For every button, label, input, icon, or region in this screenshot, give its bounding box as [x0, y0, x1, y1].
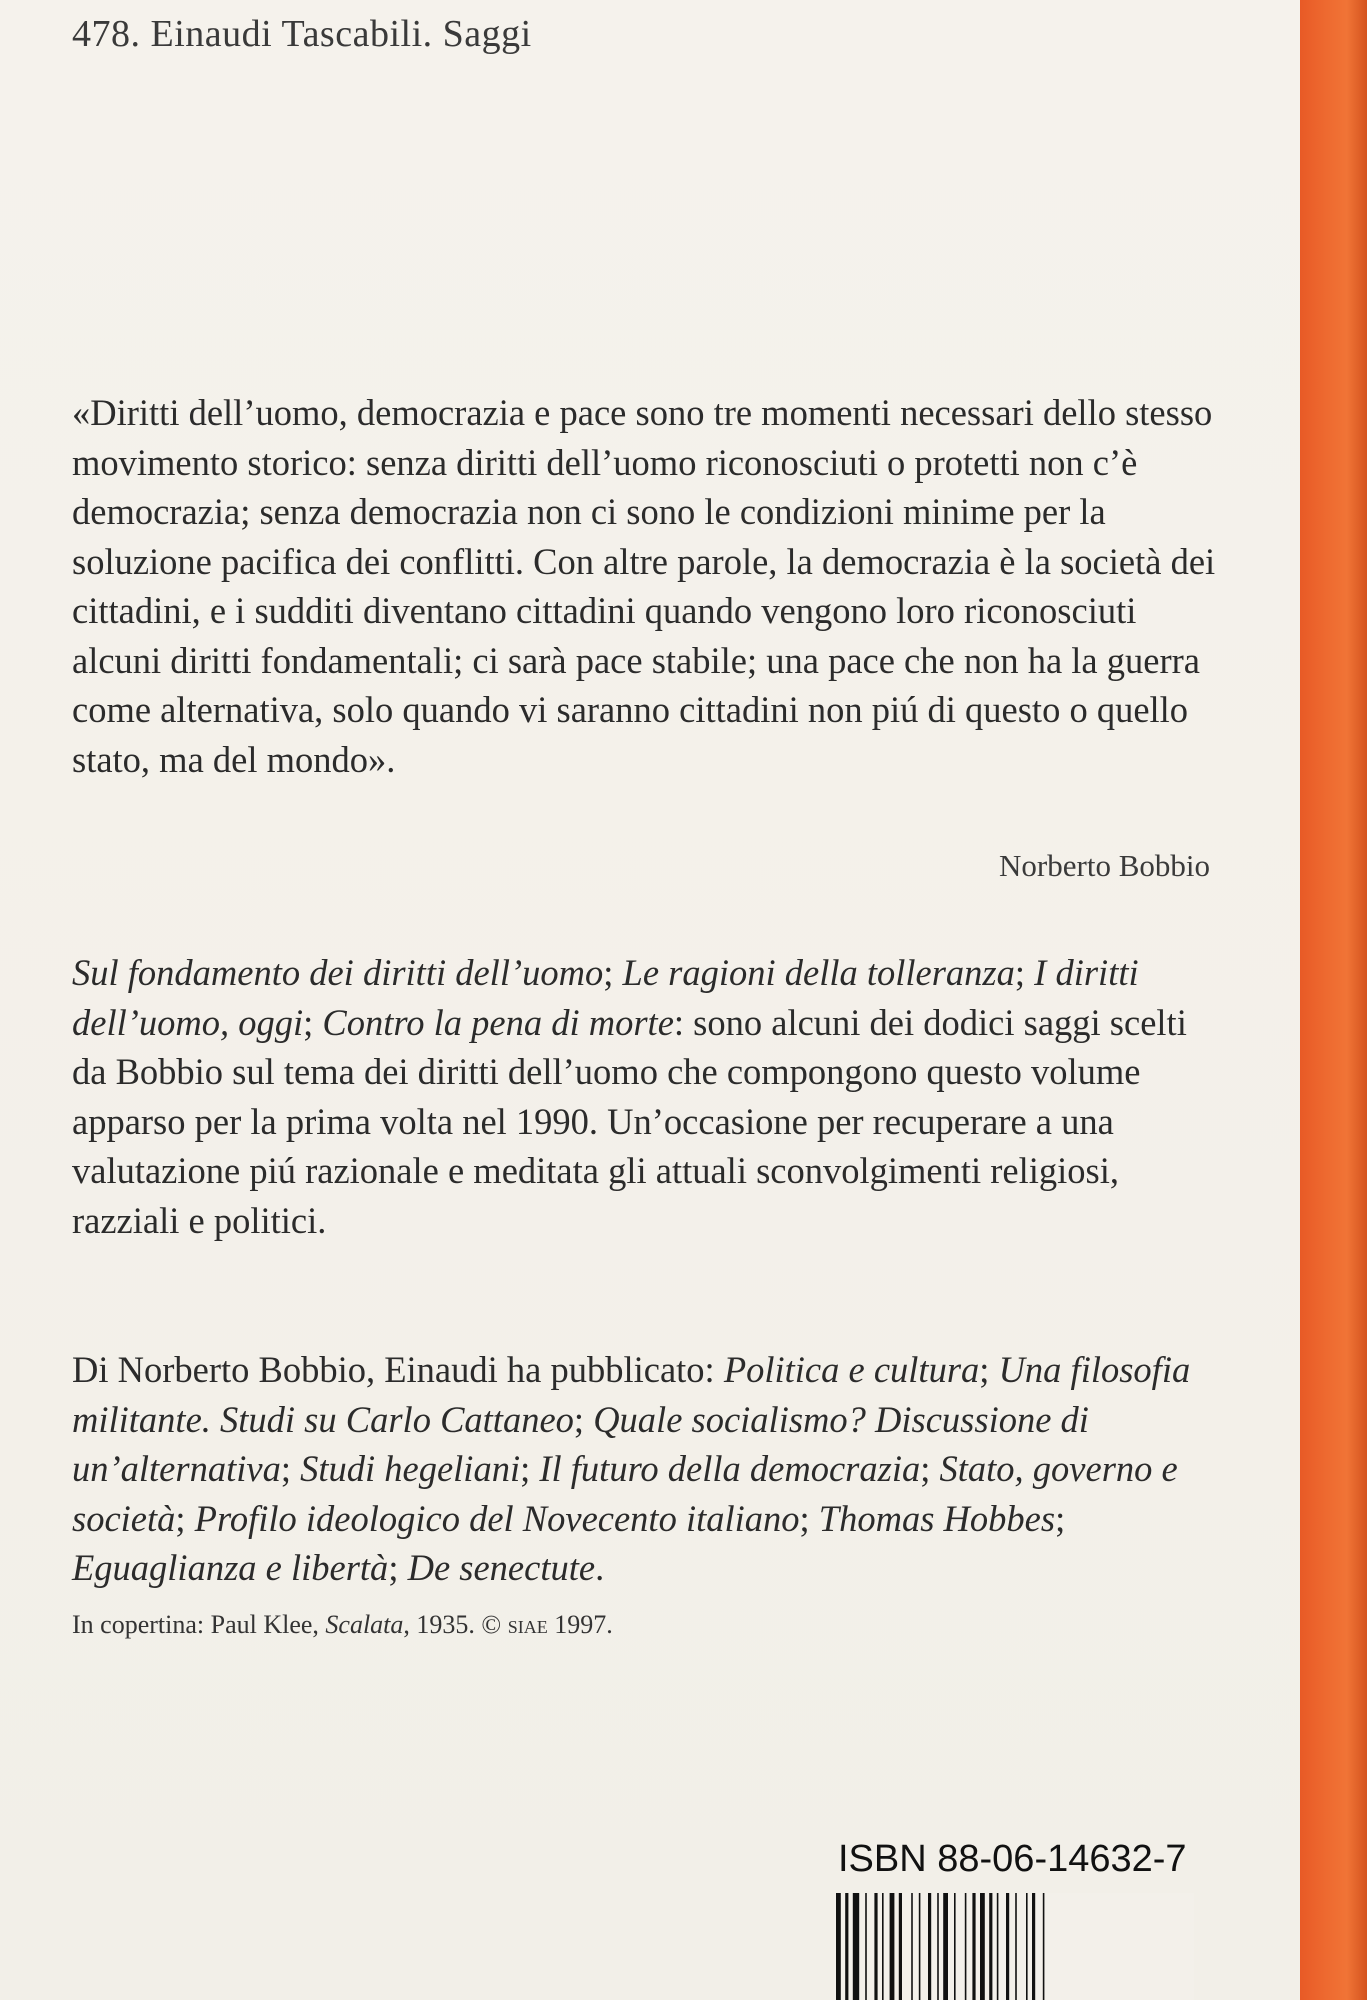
quote-author: Norberto Bobbio — [999, 848, 1210, 883]
barcode-bar — [919, 1893, 921, 2000]
siae-mark: siae — [507, 1612, 548, 1639]
series-line: 478. Einaudi Tascabili. Saggi — [72, 13, 532, 55]
separator: ; — [573, 1398, 594, 1440]
cover-artwork-title: Scalata — [325, 1610, 404, 1639]
barcode-bar — [882, 1893, 884, 2000]
barcode-bar — [954, 1893, 956, 2000]
barcode-bar — [836, 1893, 841, 2000]
essay-title: Sul fondamento dei diritti dell’uomo — [72, 952, 604, 993]
work-title: Thomas Hobbes — [818, 1497, 1056, 1539]
barcode-bar — [943, 1893, 948, 2000]
orange-spine-edge — [1300, 0, 1367, 2000]
barcode-bar — [845, 1893, 848, 2000]
work-title: Il futuro della democrazia — [539, 1448, 921, 1489]
cover-credit-prefix: In copertina: Paul Klee, — [72, 1610, 326, 1639]
barcode-bar — [997, 1893, 999, 2000]
barcode-bar — [980, 1893, 985, 2000]
work-title: Una filosofia militante. Studi su Carlo Cattaneo — [72, 1349, 1191, 1440]
cover-credit-suffix: 1997. — [547, 1610, 613, 1639]
barcode-bar — [928, 1893, 931, 2000]
work-title: Studi hegeliani — [300, 1448, 521, 1489]
separator: ; — [979, 1349, 999, 1390]
barcode-graphic — [834, 1893, 1194, 2000]
barcode-bar — [874, 1893, 877, 2000]
blurb-quote: «Diritti dell’uomo, democrazia e pace sono tre momenti necessari dello stesso movimento storico: senza diritti dell’uomo riconosciuti o protetti non c’è democrazia; senza democrazia non ci sono le condizioni minime per la soluzione pacifica dei conflitti. Con altre parole, la democrazia è la società dei cittadini, e i sudditi diventano cittadini quando vengono loro riconosciuti alcuni diritti fondamentali; ci sarà pace stabile; una pace che non ha la guerra come alternativa, solo quando vi saranno cittadini non piú di questo o quello stato, ma del mondo». — [72, 392, 1216, 780]
barcode-bar — [937, 1893, 939, 2000]
separator: ; — [1014, 952, 1035, 993]
work-title: Politica e cultura — [723, 1349, 980, 1390]
separator: ; — [175, 1497, 195, 1539]
separator: ; — [1055, 1497, 1066, 1539]
barcode-bar — [1015, 1893, 1017, 2000]
work-title: Stato, governo e società — [72, 1448, 1178, 1539]
separator: ; — [280, 1448, 301, 1489]
separator: ; — [303, 1001, 323, 1043]
essay-title: Le ragioni della tolleranza — [622, 952, 1015, 993]
work-title: Eguaglianza e libertà — [72, 1547, 389, 1588]
essay-title: Contro la pena di morte — [322, 1001, 674, 1043]
separator: ; — [799, 1497, 819, 1539]
other-works-end: . — [595, 1547, 605, 1588]
barcode-bar — [1026, 1893, 1028, 2000]
separator: ; — [388, 1547, 408, 1588]
other-works — [72, 1345, 1222, 1593]
isbn-number: ISBN 88-06-14632-7 — [838, 1838, 1187, 1880]
barcode-bar — [1006, 1893, 1009, 2000]
barcode-bar — [1032, 1893, 1035, 2000]
barcode-bar — [853, 1893, 859, 2000]
barcode-bar — [989, 1893, 992, 2000]
cover-credit-year: , 1935. © — [403, 1610, 508, 1639]
barcode-bar — [899, 1893, 902, 2000]
barcode-bar — [911, 1893, 913, 2000]
barcode-bar — [1043, 1893, 1045, 2000]
description-text: : sono alcuni dei dodici saggi scelti da Bobbio sul tema dei diritti dell’uomo che compongono questo volume apparso per la prima volta nel 1990. Un’occasione per recuperare a una valutazione piú razionale e meditata gli attuali sconvolgimenti religiosi, razziali e politici. — [72, 1001, 1187, 1241]
barcode-bar — [865, 1893, 867, 2000]
separator: ; — [920, 1448, 940, 1489]
barcode — [834, 1893, 1194, 2000]
separator: ; — [520, 1448, 540, 1489]
cover-credit — [72, 1610, 613, 1640]
work-title: Profilo ideologico del Novecento italiano — [194, 1497, 800, 1539]
other-works-intro: Di Norberto Bobbio, Einaudi ha pubblicato: — [72, 1349, 724, 1390]
barcode-bar — [965, 1893, 967, 2000]
book-description — [72, 948, 1222, 1245]
barcode-bar — [972, 1893, 975, 2000]
work-title: Quale socialismo? Discussione di un’alternativa — [72, 1398, 1089, 1489]
separator: ; — [603, 952, 623, 993]
work-title: De senectute — [407, 1547, 596, 1588]
essay-title: I diritti dell’uomo, oggi — [72, 952, 1139, 1043]
barcode-bar — [890, 1893, 895, 2000]
